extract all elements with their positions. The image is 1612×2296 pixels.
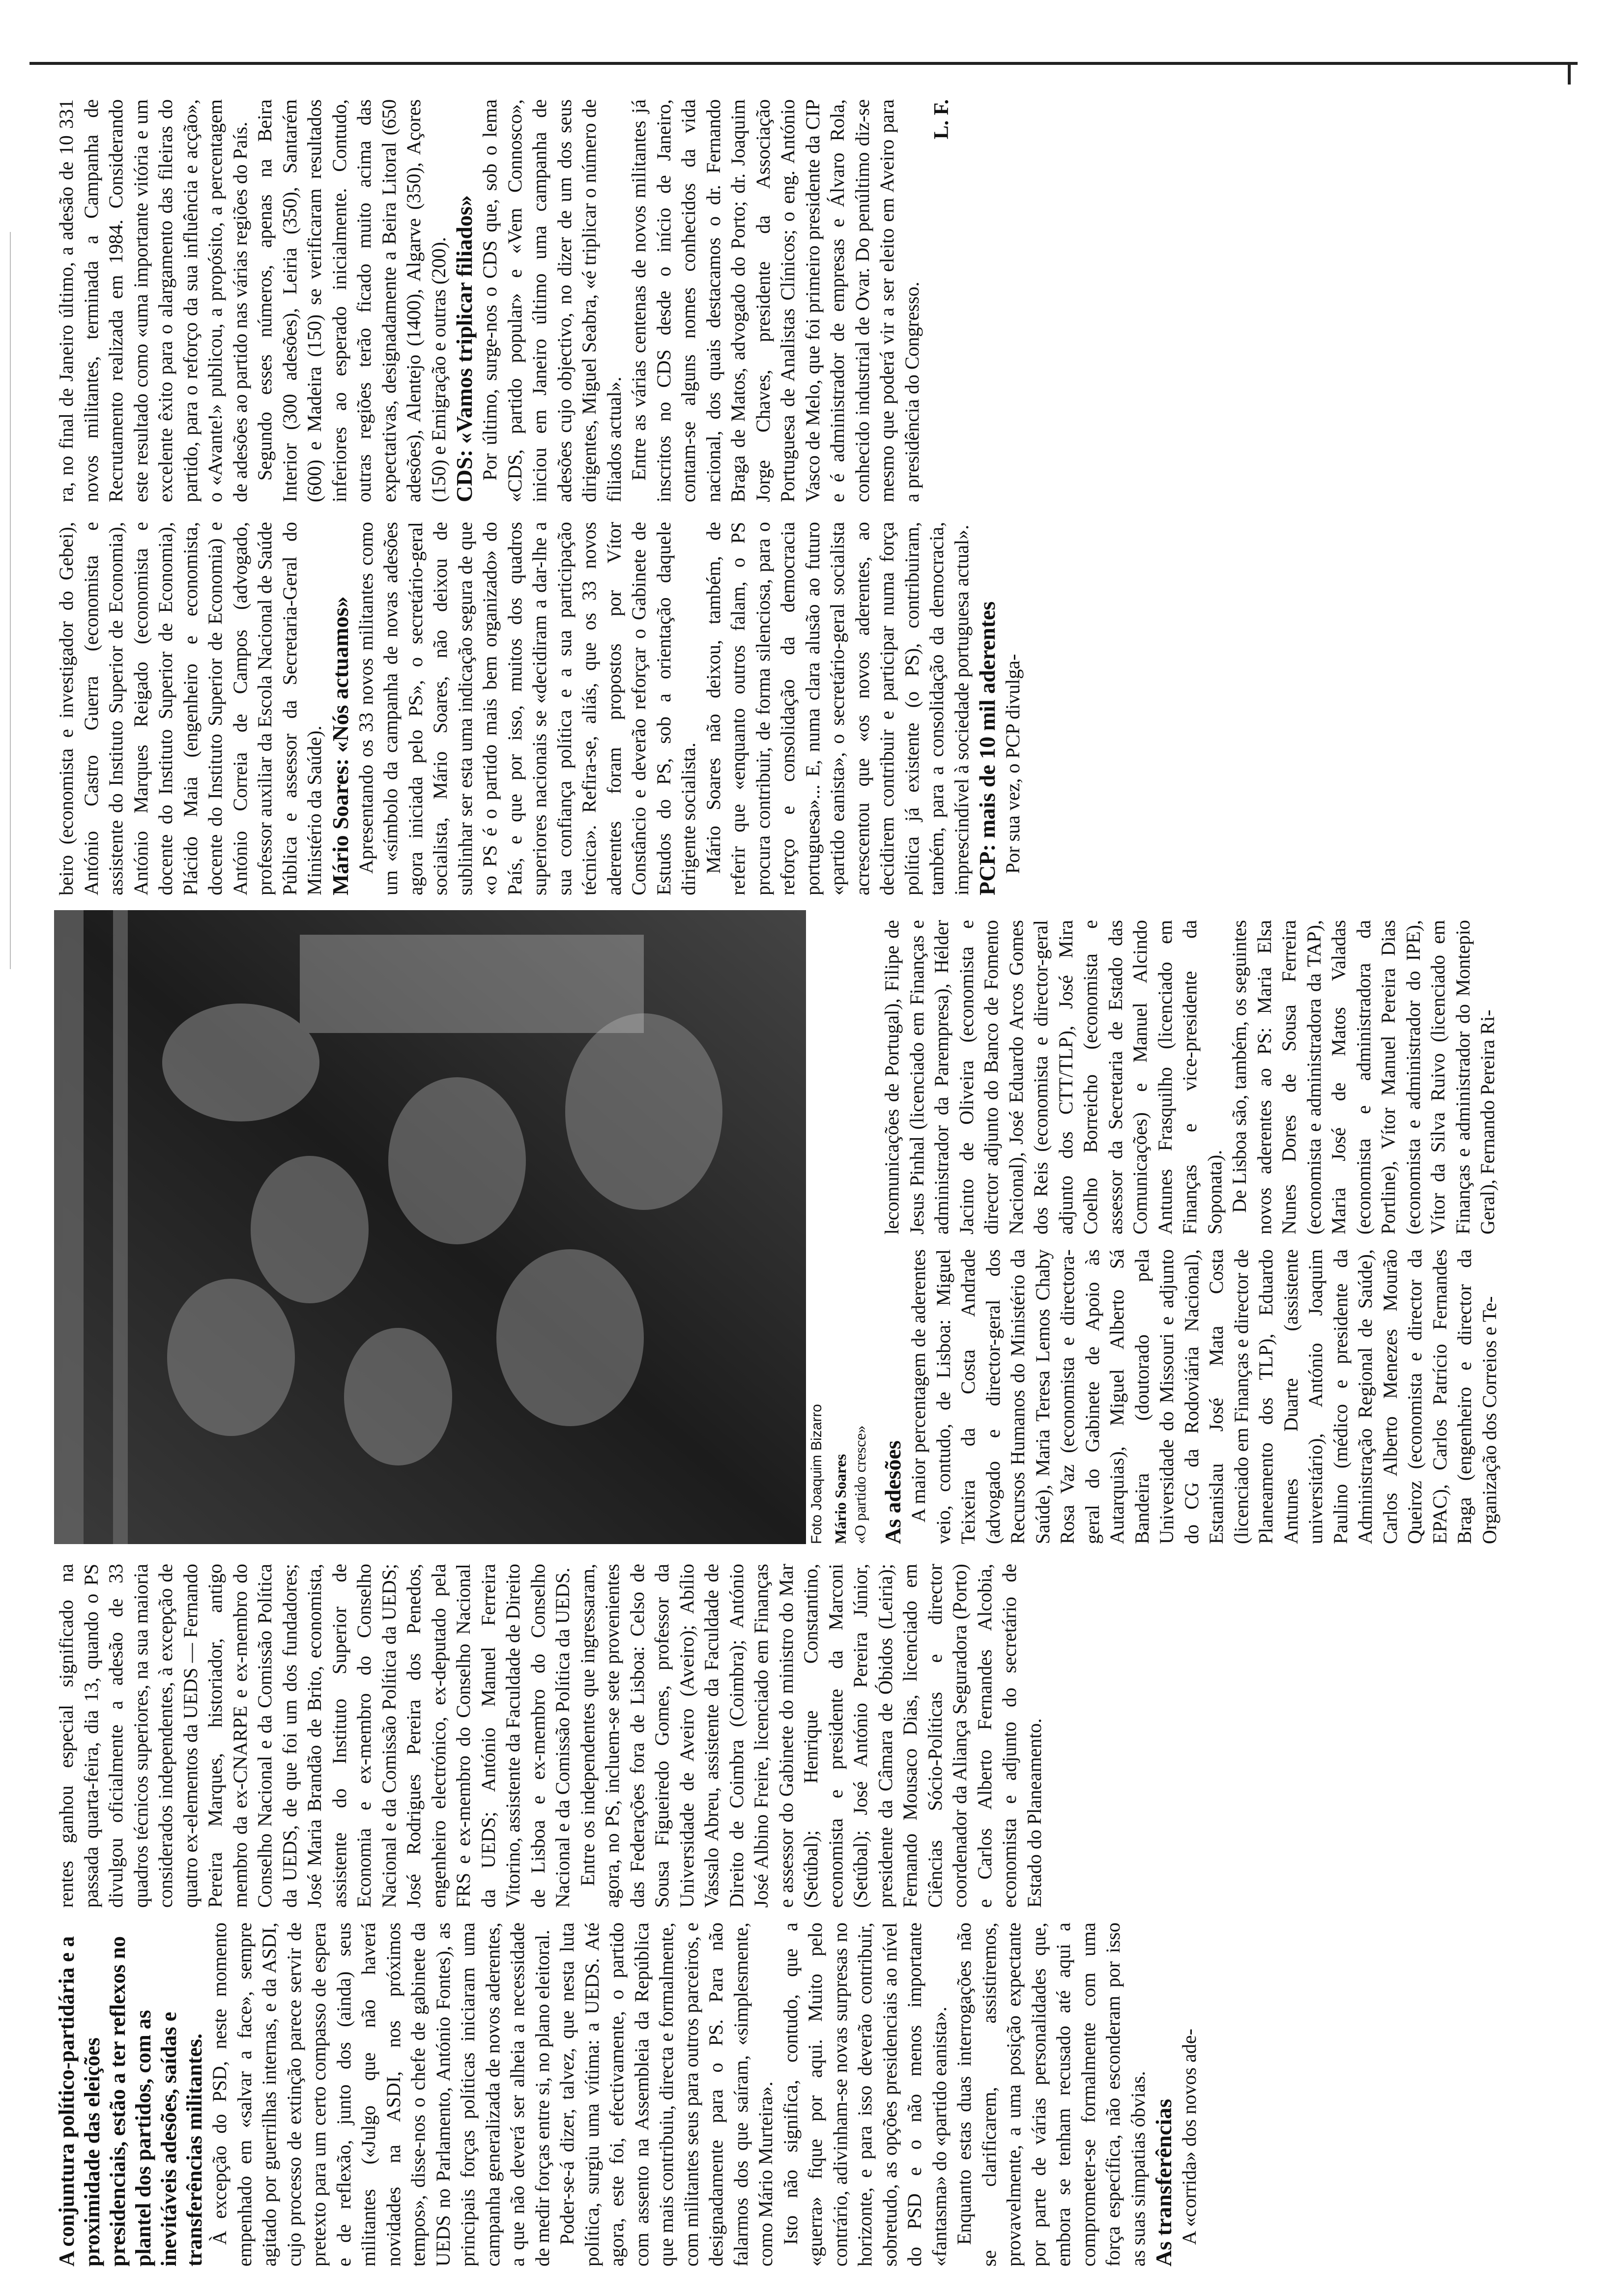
column-3 bbox=[880, 1249, 1578, 1544]
subhead-pcp: PCP: mais de 10 mil aderentes bbox=[975, 601, 1000, 895]
col3-paragraph: A maior percentagem de aderentes veio, contudo, de Lisboa: Miguel Teixeira da Costa Andrade (advogado e director-geral dos Recursos Humanos do Ministério da Saúde), Maria Teresa Lemos Chaby Rosa Vaz (economista e directora-geral do Gabinete de Apoio às Autarquias), Miguel Alberto Sá Bandeira (doutorado pela Universidade do Missouri e adjunto do CG da Rodoviária Nacional), Estanislau José Mata Costa (licenciado em Finanças e director de Planeamento dos TLP), Eduardo Antunes Duarte (assistente universitário), António Joaquim Paulino (médico e presidente da Administração Regional de Saúde), Carlos Alberto Menezes Mourão Queiroz (economista e director da EPAC), Carlos Patrício Fernandes Braga (engenheiro e director da Organização dos Correios e Te- bbox=[907, 1249, 1500, 1544]
article-lead: A conjuntura político-partidária e a proximidade das eleições presidenciais, estão a ter reflexos no plantel dos partidos, com as inevitáveis adesões, saídas e transferências militantes. bbox=[55, 1936, 206, 2267]
top-divider bbox=[10, 232, 11, 969]
col5-paragraph: beiro (economista e investigador do Gebei), António Castro Guerra (economista e assistente do Instituto Superior de Economia), António Marques Reigado (economista e docente do Instituto Superior de Economia), Plácido Maia (engenheiro e economista, docente do Instituto Superior de Economia) e António Correia de Campos (advogado, professor auxiliar da Escola Nacional de Saúde Pública e assessor da Secretaria-Geral do Ministério da Saúde). bbox=[55, 522, 325, 895]
subhead-mario-soares: Mário Soares: «Nós actuamos» bbox=[327, 596, 353, 895]
subhead-cds: CDS: «Vamos triplicar filiados» bbox=[452, 195, 477, 502]
column-5 bbox=[54, 522, 1578, 895]
col6-paragraph: ra, no final de Janeiro último, a adesão de 10 331 novos militantes, terminada a Campanha de Recrutamento realizada em 1984. Considerando este resultado como «uma importante vitória e um excelente êxito para o alargamento das fileiras do partido, para o reforço da sua influência e acção», o «Avante!» publicou, a propósito, a percentagem de adesões ao partido nas várias regiões do País. bbox=[55, 99, 251, 502]
column-4 bbox=[880, 920, 1578, 1234]
col6-paragraph: Entre as várias centenas de novos militantes já inscritos no CDS desde o início de Janeiro, contam-se alguns nomes conhecidos da vida nacional, dos quais destacamos o dr. Fernando Braga de Matos, advogado do Porto; dr. Joaquim Jorge Chaves, presidente da Associação Portuguesa de Analistas Clínicos; o eng. António Vasco de Melo, que foi primeiro presidente da CIP e é administrador de empresas e Álvaro Rola, conhecido industrial de Ovar. Do penúltimo diz-se mesmo que poderá vir a ser eleito em Aveiro para a presidência do Congresso. bbox=[628, 99, 923, 502]
col1-paragraph: À excepção do PSD, neste momento empenhado em «salvar a face», sempre agitado por guerrilhas internas, e da ASDI, cujo processo de extinção parece servir de pretexto para um certo compasso de espera e de reflexão, junto dos (ainda) seus militantes («Julgo que não haverá novidades na ASDI, nos próximos tempos», disse-nos o chefe de gabinete da UEDS no Parlamento, António Fontes), as principais forças políticas iniciaram uma campanha generalizada de novos aderentes, a que não deverá ser alheia a necessidade de medir forças entre si, no plano eleitoral. bbox=[208, 1923, 553, 2267]
col4-paragraph: lecomunicações de Portugal), Filipe de Jesus Pinhal (licenciado em Finanças e administrador da Parempresa), Hélder Jacinto de Oliveira (economista e director adjunto do Banco de Fomento Nacional), José Eduardo Arcos Gomes dos Reis (economista e director-geral adjunto dos CTT/TLP), José Mira Coelho Borreicho (economista e assessor da Secretaria de Estado das Comunicações) e Manuel Alcindo Antunes Frasquilho (licenciado em Finanças e vice-presidente da Soponata). bbox=[881, 920, 1226, 1234]
col1-paragraph: Isto não significa, contudo, que a «guerra» fique por aqui. Muito pelo contrário, adivinham-se novas surpresas no horizonte, e para isso deverão contribuir, sobretudo, as opções presidenciais ao nível do PSD e o não menos importante «fantasma» do «partido eanista». bbox=[779, 1923, 950, 2267]
page-border-corner bbox=[1568, 62, 1571, 85]
photo-mario-soares bbox=[54, 910, 806, 1544]
col6-paragraph: Segundo esses números, apenas na Beira Interior (300 adesões), Leiria (350), Santarém (600) e Madeira (150) se verificaram resultados inferiores ao esperado inicialmente. Contudo, outras regiões terão ficado muito acima das expectativas, designadamente a Beira Litoral (650 adesões), Alentejo (1400), Algarve (350), Açores (150) e Emigração e outras (200). bbox=[254, 99, 450, 502]
col5-paragraph: Apresentando os 33 novos militantes como um «símbolo da campanha de novas adesões agora iniciada pelo PS», o secretário-geral socialista, Mário Soares, não deixou de sublinhar ser esta uma indicação segura de que «o PS é o partido mais bem organizado» do País, e que por isso, muitos dos quadros superiores nacionais se «decidiram a dar-lhe a sua confiança política e a sua participação técnica». Refira-se, aliás, que os 33 novos aderentes foram propostos por Vítor Constâncio e deverão reforçar o Gabinete de Estudos do PS, sob a orientação daquele dirigente socialista. bbox=[354, 522, 699, 895]
col6-paragraph: Por último, surge-nos o CDS que, sob o lema «CDS, partido popular» e «Vem Connosco», iniciou em Janeiro último uma campanha de adesões cujo objectivo, no dizer de um dos seus dirigentes, Miguel Seabra, «é triplicar o número de filiados actual». bbox=[479, 99, 625, 502]
author-signature: L. F. bbox=[930, 99, 953, 140]
col5-paragraph: Mário Soares não deixou, também, de referir que «enquanto outros falam, o PS procura contribuir, de forma silenciosa, para o reforço e consolidação da democracia portuguesa»... E, numa clara alusão ao futuro «partido eanista», o secretário-geral socialista acrescentou que «os novos aderentes, ao decidirem contribuir e participar numa força política já existente (o PS), contribuiram, também, para a consolidação da democracia, imprescindível à sociedade portuguesa actual». bbox=[702, 522, 973, 895]
col2-paragraph: Entre os independentes que ingressaram, agora, no PS, incluem-se sete provenientes das Federações fora de Lisboa: Celso de Sousa Figueiredo Gomes, professor da Universidade de Aveiro (Aveiro); Abílio Vassalo Abreu, assistente da Faculdade de Direito de Coimbra (Coimbra); António José Albino Freire, licenciado em Finanças e assessor do Gabinete do ministro do Mar (Setúbal); Henrique Constantino, economista e presidente da Marconi (Setúbal); José António Pereira Júnior, presidente da Câmara de Óbidos (Leiria); Fernando Mousaco Dias, licenciado em Ciências Sócio-Políticas e director coordenador da Aliança Seguradora (Porto) e Carlos Alberto Fernandes Alcobia, economista e adjunto do secretário de Estado do Planeamento. bbox=[576, 1564, 1045, 1908]
photo-image bbox=[54, 910, 806, 1544]
column-1 bbox=[54, 1923, 1578, 2267]
col1-paragraph: Enquanto estas duas interrogações não se clarificarem, assistiremos, provavelmente, a uma posição expectante por parte de várias personalidades que, embora se tenham recusado até aqui a comprometer-se formalmente com uma força específica, não esconderam por isso as suas simpatias óbvias. bbox=[953, 1923, 1149, 2267]
col1-tail: A «corrida» dos novos ade- bbox=[1178, 2029, 1200, 2245]
col5-tail: Por sua vez, o PCP divulga- bbox=[1002, 654, 1024, 874]
caption-name: Mário Soares bbox=[832, 1454, 849, 1544]
page-border-rule bbox=[29, 62, 1578, 65]
photo-credit: Foto Joaquim Bizarro bbox=[808, 1404, 825, 1544]
column-6 bbox=[54, 99, 1578, 502]
caption-quote: «O partido cresce» bbox=[851, 1425, 869, 1544]
column-2 bbox=[54, 1564, 1578, 1908]
col2-paragraph: rentes ganhou especial significado na passada quarta-feira, dia 13, quando o PS divulgou oficialmente a adesão de 33 quadros técnicos superiores, na sua maioria considerados independentes, à excepção de quatro ex-elementos da UEDS — Fernando Pereira Marques, historiador, antigo membro da ex-CNARPE e ex-membro do Conselho Nacional e da Comissão Política da UEDS, de que foi um dos fundadores; José Maria Brandão de Brito, economista, assistente do Instituto Superior de Economia e ex-membro do Conselho Nacional e da Comissão Política da UEDS; José Rodrigues Pereira dos Penedos, engenheiro electrónico, ex-deputado pela FRS e ex-membro do Conselho Nacional da UEDS; António Manuel Ferreira Vitorino, assistente da Faculdade de Direito de Lisboa e ex-membro do Conselho Nacional e da Comissão Política da UEDS. bbox=[55, 1564, 574, 1908]
col1-paragraph: Poder-se-á dizer, talvez, que nesta luta política, surgiu uma vítima: a UEDS. Até agora, este foi, efectivamente, o partido com assento na Assembleia da República que mais contribuiu, directa e formalmente, com militantes seus para outros parceiros, e designadamente para o PS. Para não falarmos dos que saíram, «simplesmente, como Mário Murteira». bbox=[556, 1923, 777, 2267]
subhead-transferencias: As transferências bbox=[1151, 2098, 1176, 2267]
subhead-adesoes: As adesões bbox=[880, 1440, 905, 1544]
photo-caption bbox=[831, 910, 870, 1544]
col4-paragraph: De Lisboa são, também, os seguintes novos aderentes ao PS: Maria Elsa Nunes Dores de Sousa Ferreira (economista e administradora da TAP), Maria José de Matos Valadas (economista e administradora da Portline), Vítor Manuel Pereira Dias (economista e administrador do IPE), Vítor da Silva Ruivo (licenciado em Finanças e administrador do Montepio Geral), Fernando Pereira Ri- bbox=[1228, 920, 1498, 1234]
